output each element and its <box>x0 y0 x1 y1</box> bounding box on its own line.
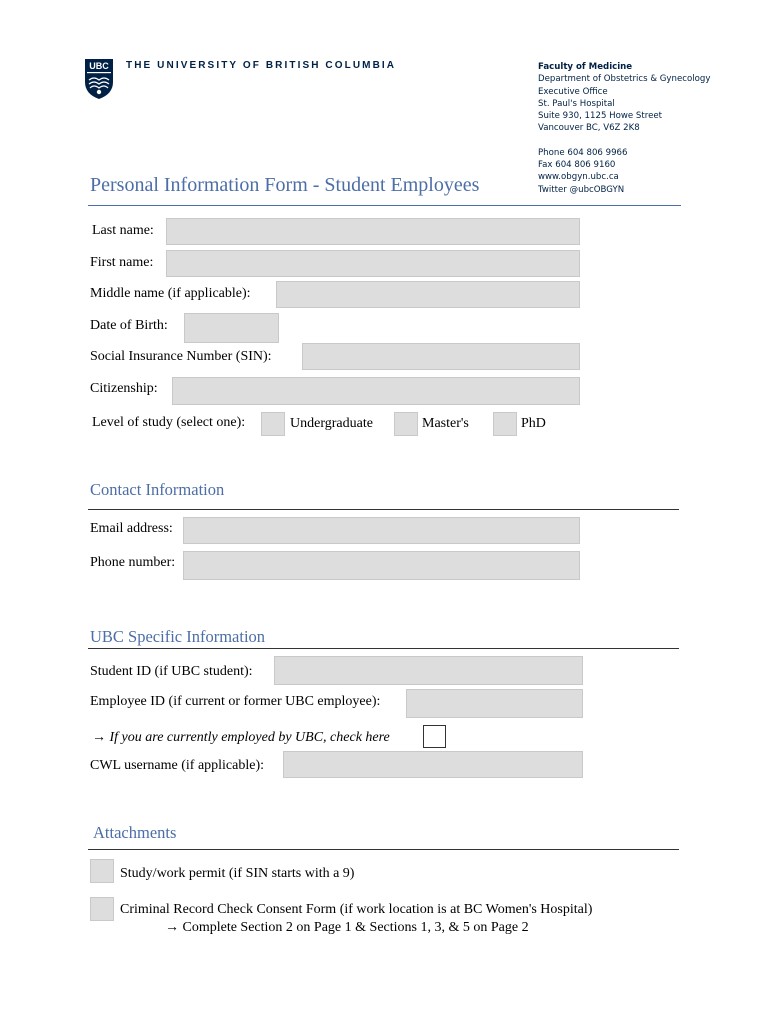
university-name: THE UNIVERSITY OF BRITISH COLUMBIA <box>126 60 397 71</box>
cwl-username-field[interactable] <box>283 751 583 778</box>
address-line: Suite 930, 1125 Howe Street <box>538 111 663 122</box>
email-label: Email address: <box>90 521 173 536</box>
sin-field[interactable] <box>302 343 580 370</box>
employee-id-label: Employee ID (if current or former UBC employee): <box>90 694 381 709</box>
masters-label: Master's <box>422 416 469 431</box>
first-name-field[interactable] <box>166 250 580 277</box>
contact-divider <box>88 509 679 510</box>
study-permit-label: Study/work permit (if SIN starts with a 9) <box>120 866 355 881</box>
phone-line: Phone 604 806 9966 <box>538 147 628 158</box>
phone-label: Phone number: <box>90 555 176 570</box>
attachments-section-heading: Attachments <box>93 823 177 842</box>
ubc-crest-logo <box>84 58 114 100</box>
logo-text: UBC <box>89 61 109 71</box>
contact-section-heading: Contact Information <box>90 480 225 499</box>
department-address <box>538 61 710 196</box>
address-line: Vancouver BC, V6Z 2K8 <box>538 123 640 134</box>
student-id-label: Student ID (if UBC student): <box>90 664 253 679</box>
last-name-label: Last name: <box>92 223 154 238</box>
address-line: St. Paul's Hospital <box>538 98 615 109</box>
citizenship-field[interactable] <box>172 377 580 405</box>
phone-field[interactable] <box>183 551 580 580</box>
title-divider <box>88 205 681 206</box>
form-title: Personal Information Form - Student Employees <box>90 174 480 196</box>
middle-name-field[interactable] <box>276 281 580 308</box>
phd-checkbox[interactable] <box>493 412 517 436</box>
last-name-field[interactable] <box>166 218 580 245</box>
undergraduate-label: Undergraduate <box>290 416 373 431</box>
ubc-section-heading: UBC Specific Information <box>90 627 266 646</box>
address-line: Department of Obstetrics & Gynecology <box>538 74 711 85</box>
dob-label: Date of Birth: <box>90 318 168 333</box>
student-id-field[interactable] <box>274 656 583 685</box>
ubc-divider <box>88 648 679 649</box>
undergraduate-checkbox[interactable] <box>261 412 285 436</box>
middle-name-label: Middle name (if applicable): <box>90 286 251 301</box>
cwl-username-label: CWL username (if applicable): <box>90 758 265 773</box>
currently-employed-checkbox[interactable] <box>423 725 446 748</box>
address-line: Faculty of Medicine <box>538 62 633 72</box>
criminal-record-sub-note: → Complete Section 2 on Page 1 & Sections 1, 3, & 5 on Page 2 <box>165 920 529 935</box>
twitter-handle: Twitter @ubcOBGYN <box>538 184 625 195</box>
address-line: Executive Office <box>538 86 608 97</box>
study-permit-checkbox[interactable] <box>90 859 114 883</box>
dob-field[interactable] <box>184 313 279 343</box>
criminal-record-checkbox[interactable] <box>90 897 114 921</box>
attachments-divider <box>88 849 679 850</box>
email-field[interactable] <box>183 517 580 544</box>
first-name-label: First name: <box>90 255 154 270</box>
website-link[interactable]: www.obgyn.ubc.ca <box>538 172 619 183</box>
employed-note: → If you are currently employed by UBC, check here <box>92 730 390 745</box>
employee-id-field[interactable] <box>406 689 583 718</box>
masters-checkbox[interactable] <box>394 412 418 436</box>
level-of-study-label: Level of study (select one): <box>92 415 246 430</box>
citizenship-label: Citizenship: <box>90 381 158 396</box>
fax-line: Fax 604 806 9160 <box>538 160 616 171</box>
phd-label: PhD <box>521 416 546 431</box>
criminal-record-label: Criminal Record Check Consent Form (if work location is at BC Women's Hospital) <box>120 902 593 917</box>
sin-label: Social Insurance Number (SIN): <box>90 349 272 364</box>
